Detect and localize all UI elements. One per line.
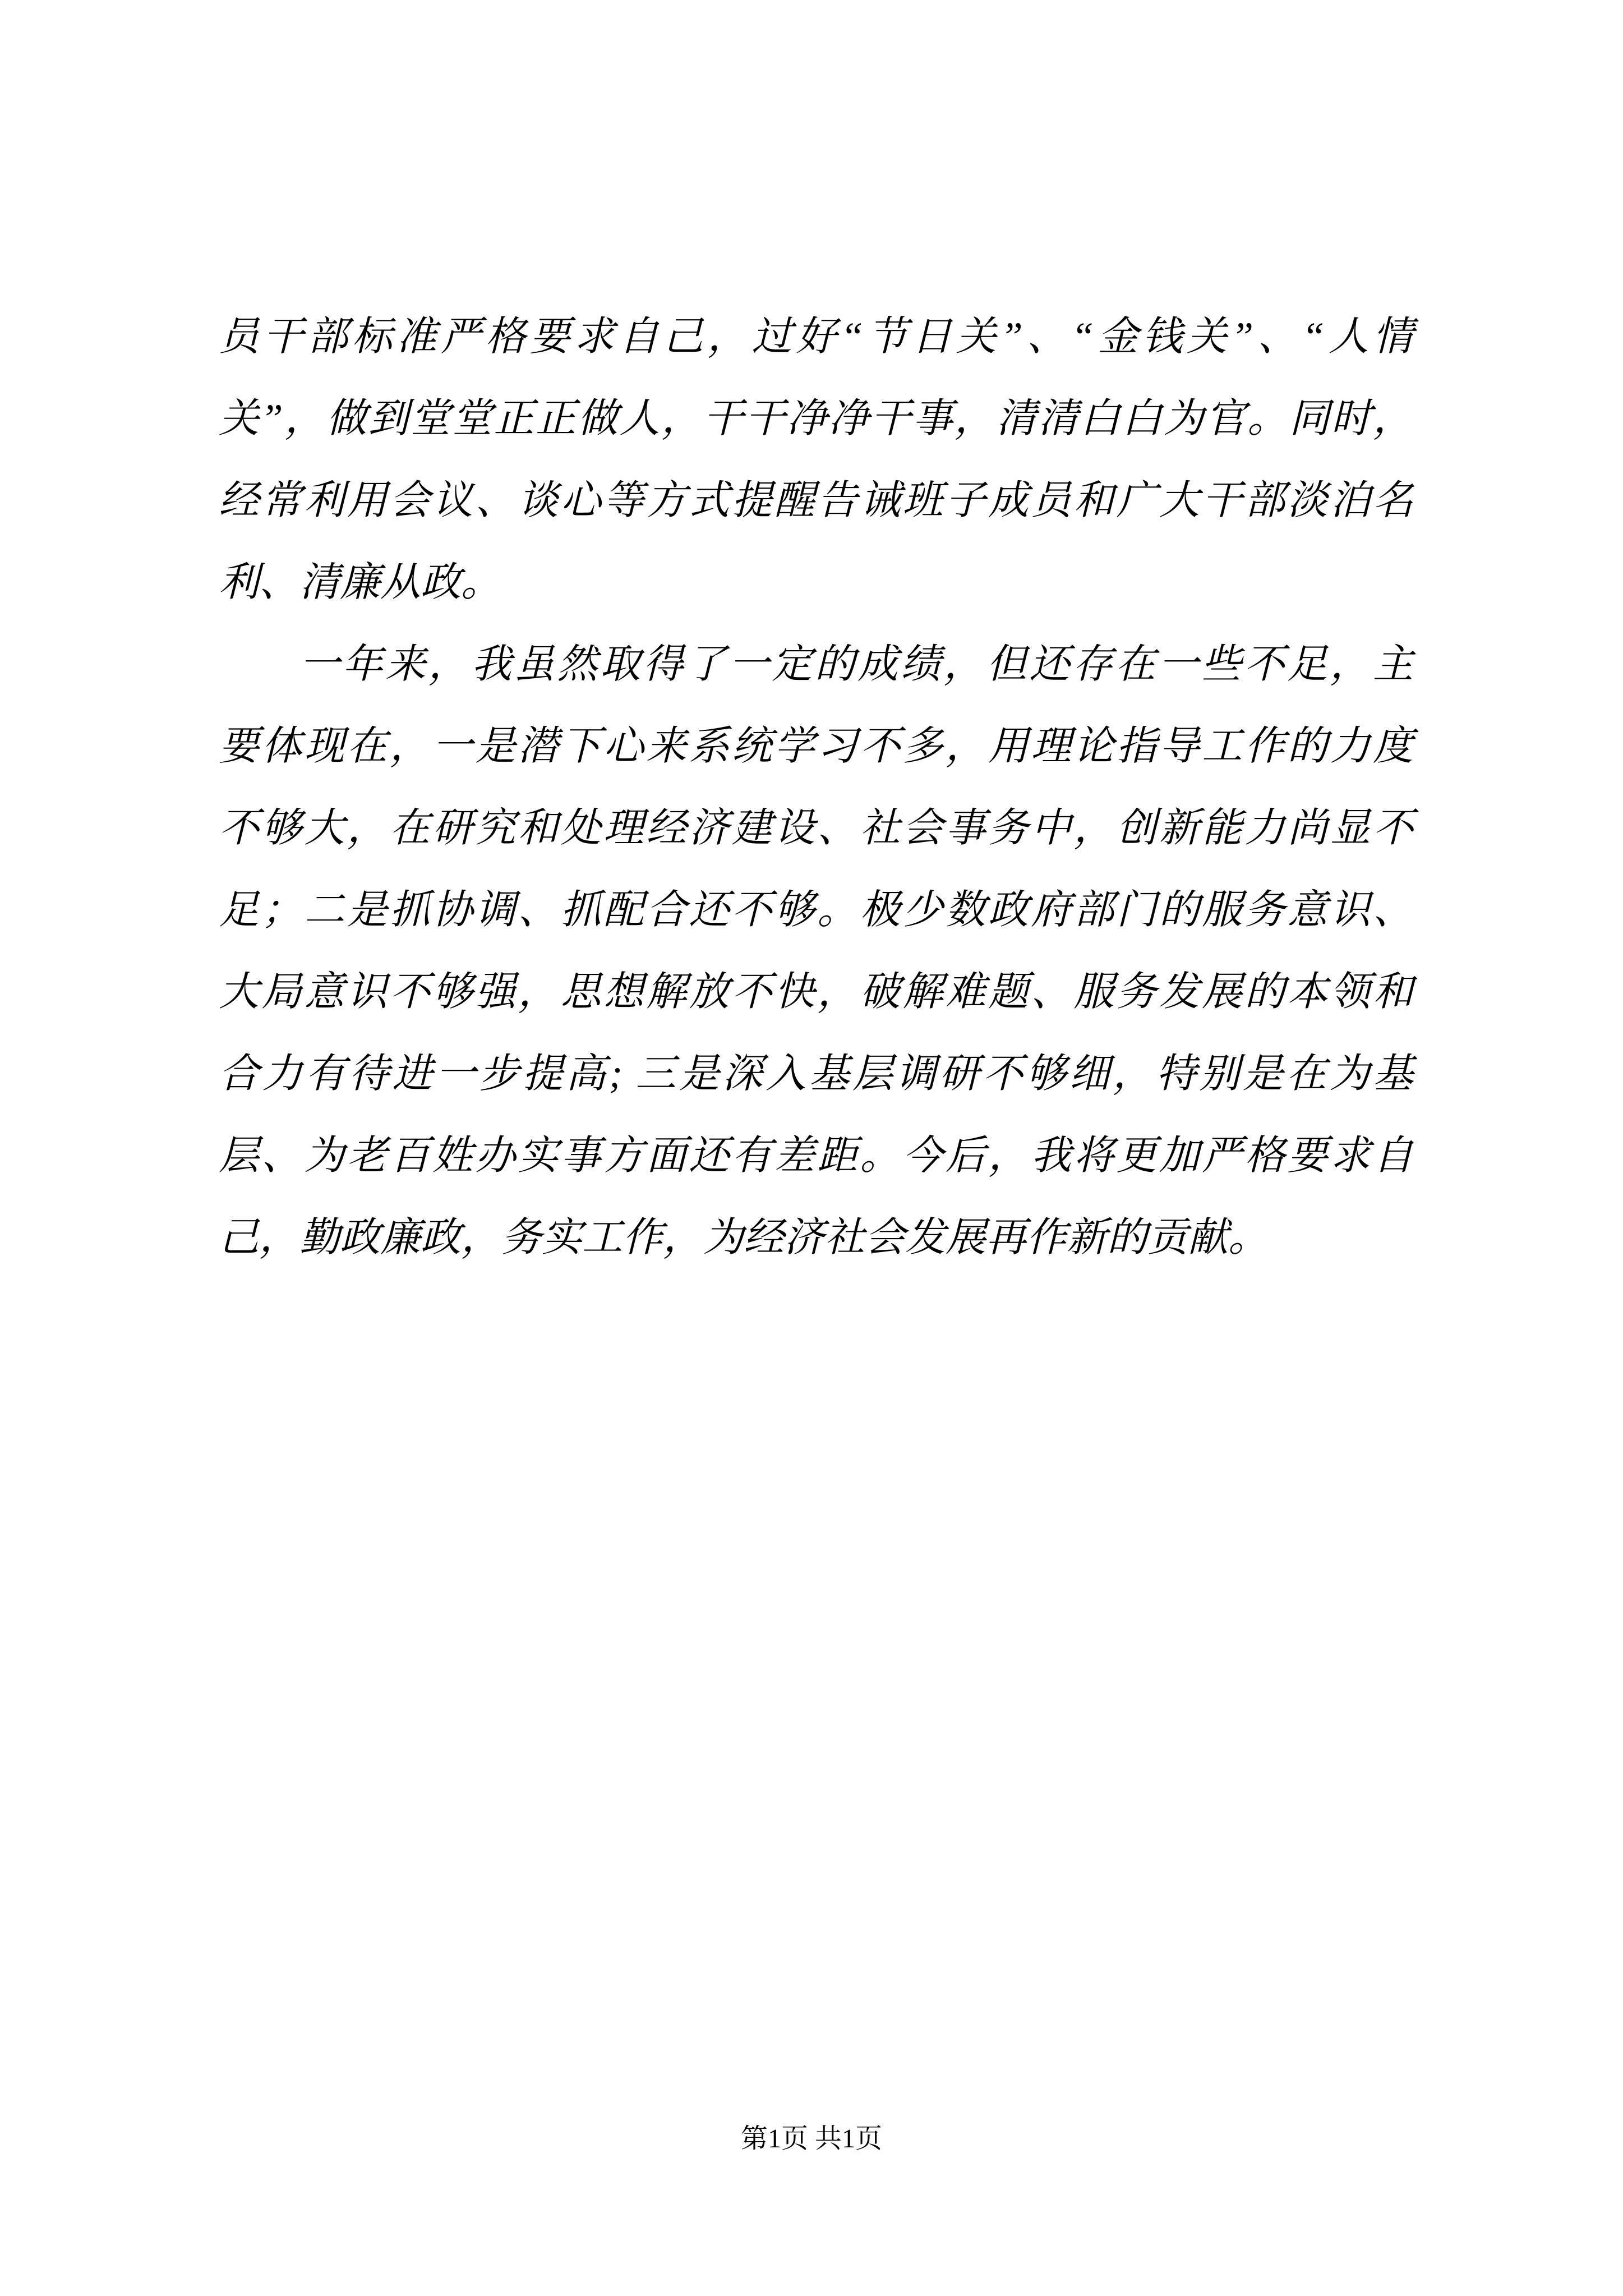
text-line: 大局意识不够强，思想解放不快，破解难题、服务发展的本领和 (219, 969, 1413, 1014)
text-line: 关”，做到堂堂正正做人，干干净净干事，清清白白为官。同时， (219, 396, 1413, 441)
document-body (219, 296, 1413, 1278)
text-line: 足；二是抓协调、抓配合还不够。极少数政府部门的服务意识、 (219, 887, 1413, 932)
text-line: 不够大，在研究和处理经济建设、社会事务中，创新能力尚显不 (219, 806, 1413, 850)
text-line: 利、清廉从政。 (219, 560, 502, 605)
page-number-footer: 第1页 共1页 (740, 2124, 882, 2154)
text-line: 己，勤政廉政，务实工作，为经济社会发展再作新的贡献。 (219, 1215, 1269, 1260)
text-line: 员干部标准严格要求自己，过好“节日关”、“金钱关”、“人情 (219, 314, 1413, 359)
text-line: 层、为老百姓办实事方面还有差距。今后，我将更加严格要求自 (219, 1133, 1413, 1178)
text-line: 一年来，我虽然取得了一定的成绩，但还存在一些不足，主 (299, 642, 1413, 687)
text-line: 经常利用会议、谈心等方式提醒告诫班子成员和广大干部淡泊名 (219, 478, 1413, 523)
text-line: 要体现在，一是潜下心来系统学习不多，用理论指导工作的力度 (219, 724, 1413, 769)
text-line: 合力有待进一步提高; 三是深入基层调研不够细，特别是在为基 (219, 1051, 1413, 1096)
